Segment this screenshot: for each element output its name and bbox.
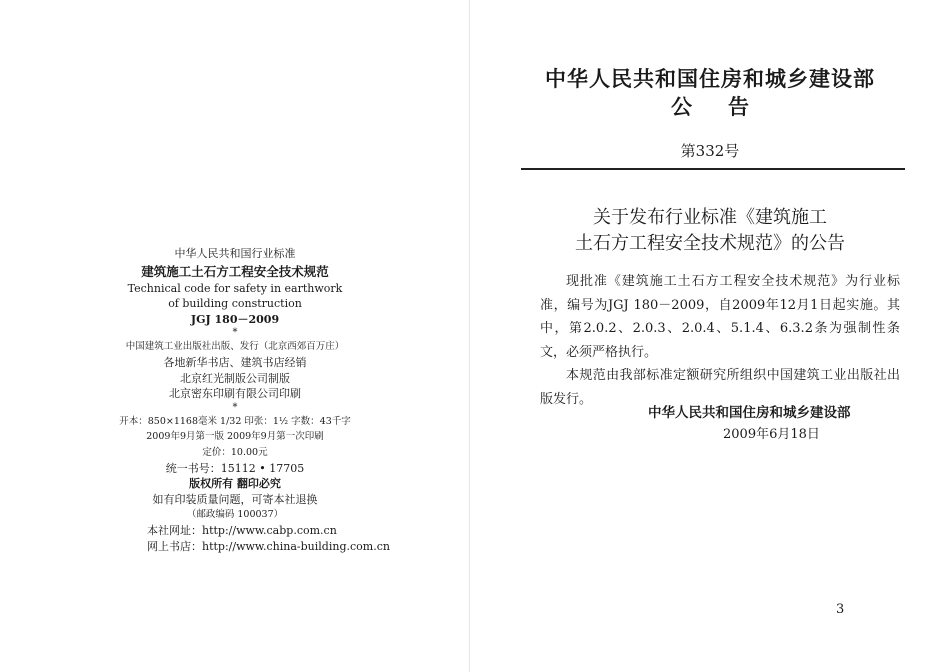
printer-line: 北京密东印刷有限公司印刷 [169, 387, 301, 401]
copyright-line: 版权所有 翻印必究 [189, 477, 281, 491]
price-line: 定价：10.00元 [202, 446, 268, 458]
ministry-heading: 中华人民共和国住房和城乡建设部 [545, 66, 875, 91]
heading-rule [521, 168, 905, 170]
headline-line: 土石方工程安全技术规范》的公告 [575, 233, 845, 254]
announcement-number: 第332号 [680, 142, 740, 160]
issue-date: 2009年6月18日 [723, 427, 820, 442]
format-line: 开本：850×1168毫米 1/32 印张：1½ 字数：43千字 [119, 415, 351, 427]
book-number-line: 统一书号：15112 • 17705 [165, 461, 305, 475]
plate-maker-line: 北京红光制版公司制版 [180, 371, 290, 385]
left-page [0, 0, 470, 672]
body-paragraph: 本规范由我部标准定额研究所组织中国建筑工业出版社出版发行。 [540, 368, 900, 407]
announcement-heading: 公告 [671, 94, 785, 119]
publisher-line: 中国建筑工业出版社出版、发行（北京西郊百万庄） [125, 341, 345, 353]
announcement-body [540, 270, 900, 411]
announcement-headline [470, 205, 950, 257]
body-paragraph: 现批准《建筑施工土石方工程安全技术规范》为行业标准，编号为JGJ 180－2009，自2009年12月1日起实施。其中，第2.0.2、2.0.3、2.0.4、5.1.4、6.3.2条为强制性条文，必须严格执行。 [540, 274, 900, 360]
distributor-line: 各地新华书店、建筑书店经销 [163, 355, 307, 369]
standard-title-en-line2: of building construction [168, 297, 302, 311]
separator-star: * [232, 401, 238, 413]
colophon [0, 246, 470, 554]
website-line: 本社网址：http://www.cabp.com.cn [147, 523, 337, 537]
standard-category: 中华人民共和国行业标准 [174, 247, 296, 260]
standard-title-en-line1: Technical code for safety in earthwork [127, 281, 343, 295]
postal-code-line: （邮政编码 100037） [186, 509, 284, 521]
right-page [470, 0, 950, 672]
standard-number: JGJ 180－2009 [190, 312, 280, 326]
return-policy-line: 如有印装质量问题，可寄本社退换 [152, 492, 318, 506]
online-store-line: 网上书店：http://www.china-building.com.cn [147, 539, 390, 553]
page-number: 3 [836, 602, 845, 617]
issuer-signature: 中华人民共和国住房和城乡建设部 [648, 405, 851, 421]
separator-star: * [232, 327, 238, 339]
edition-line: 2009年9月第一版 2009年9月第一次印刷 [146, 431, 324, 443]
headline-line: 关于发布行业标准《建筑施工 [593, 207, 827, 228]
standard-title-cn: 建筑施工土石方工程安全技术规范 [141, 263, 329, 279]
